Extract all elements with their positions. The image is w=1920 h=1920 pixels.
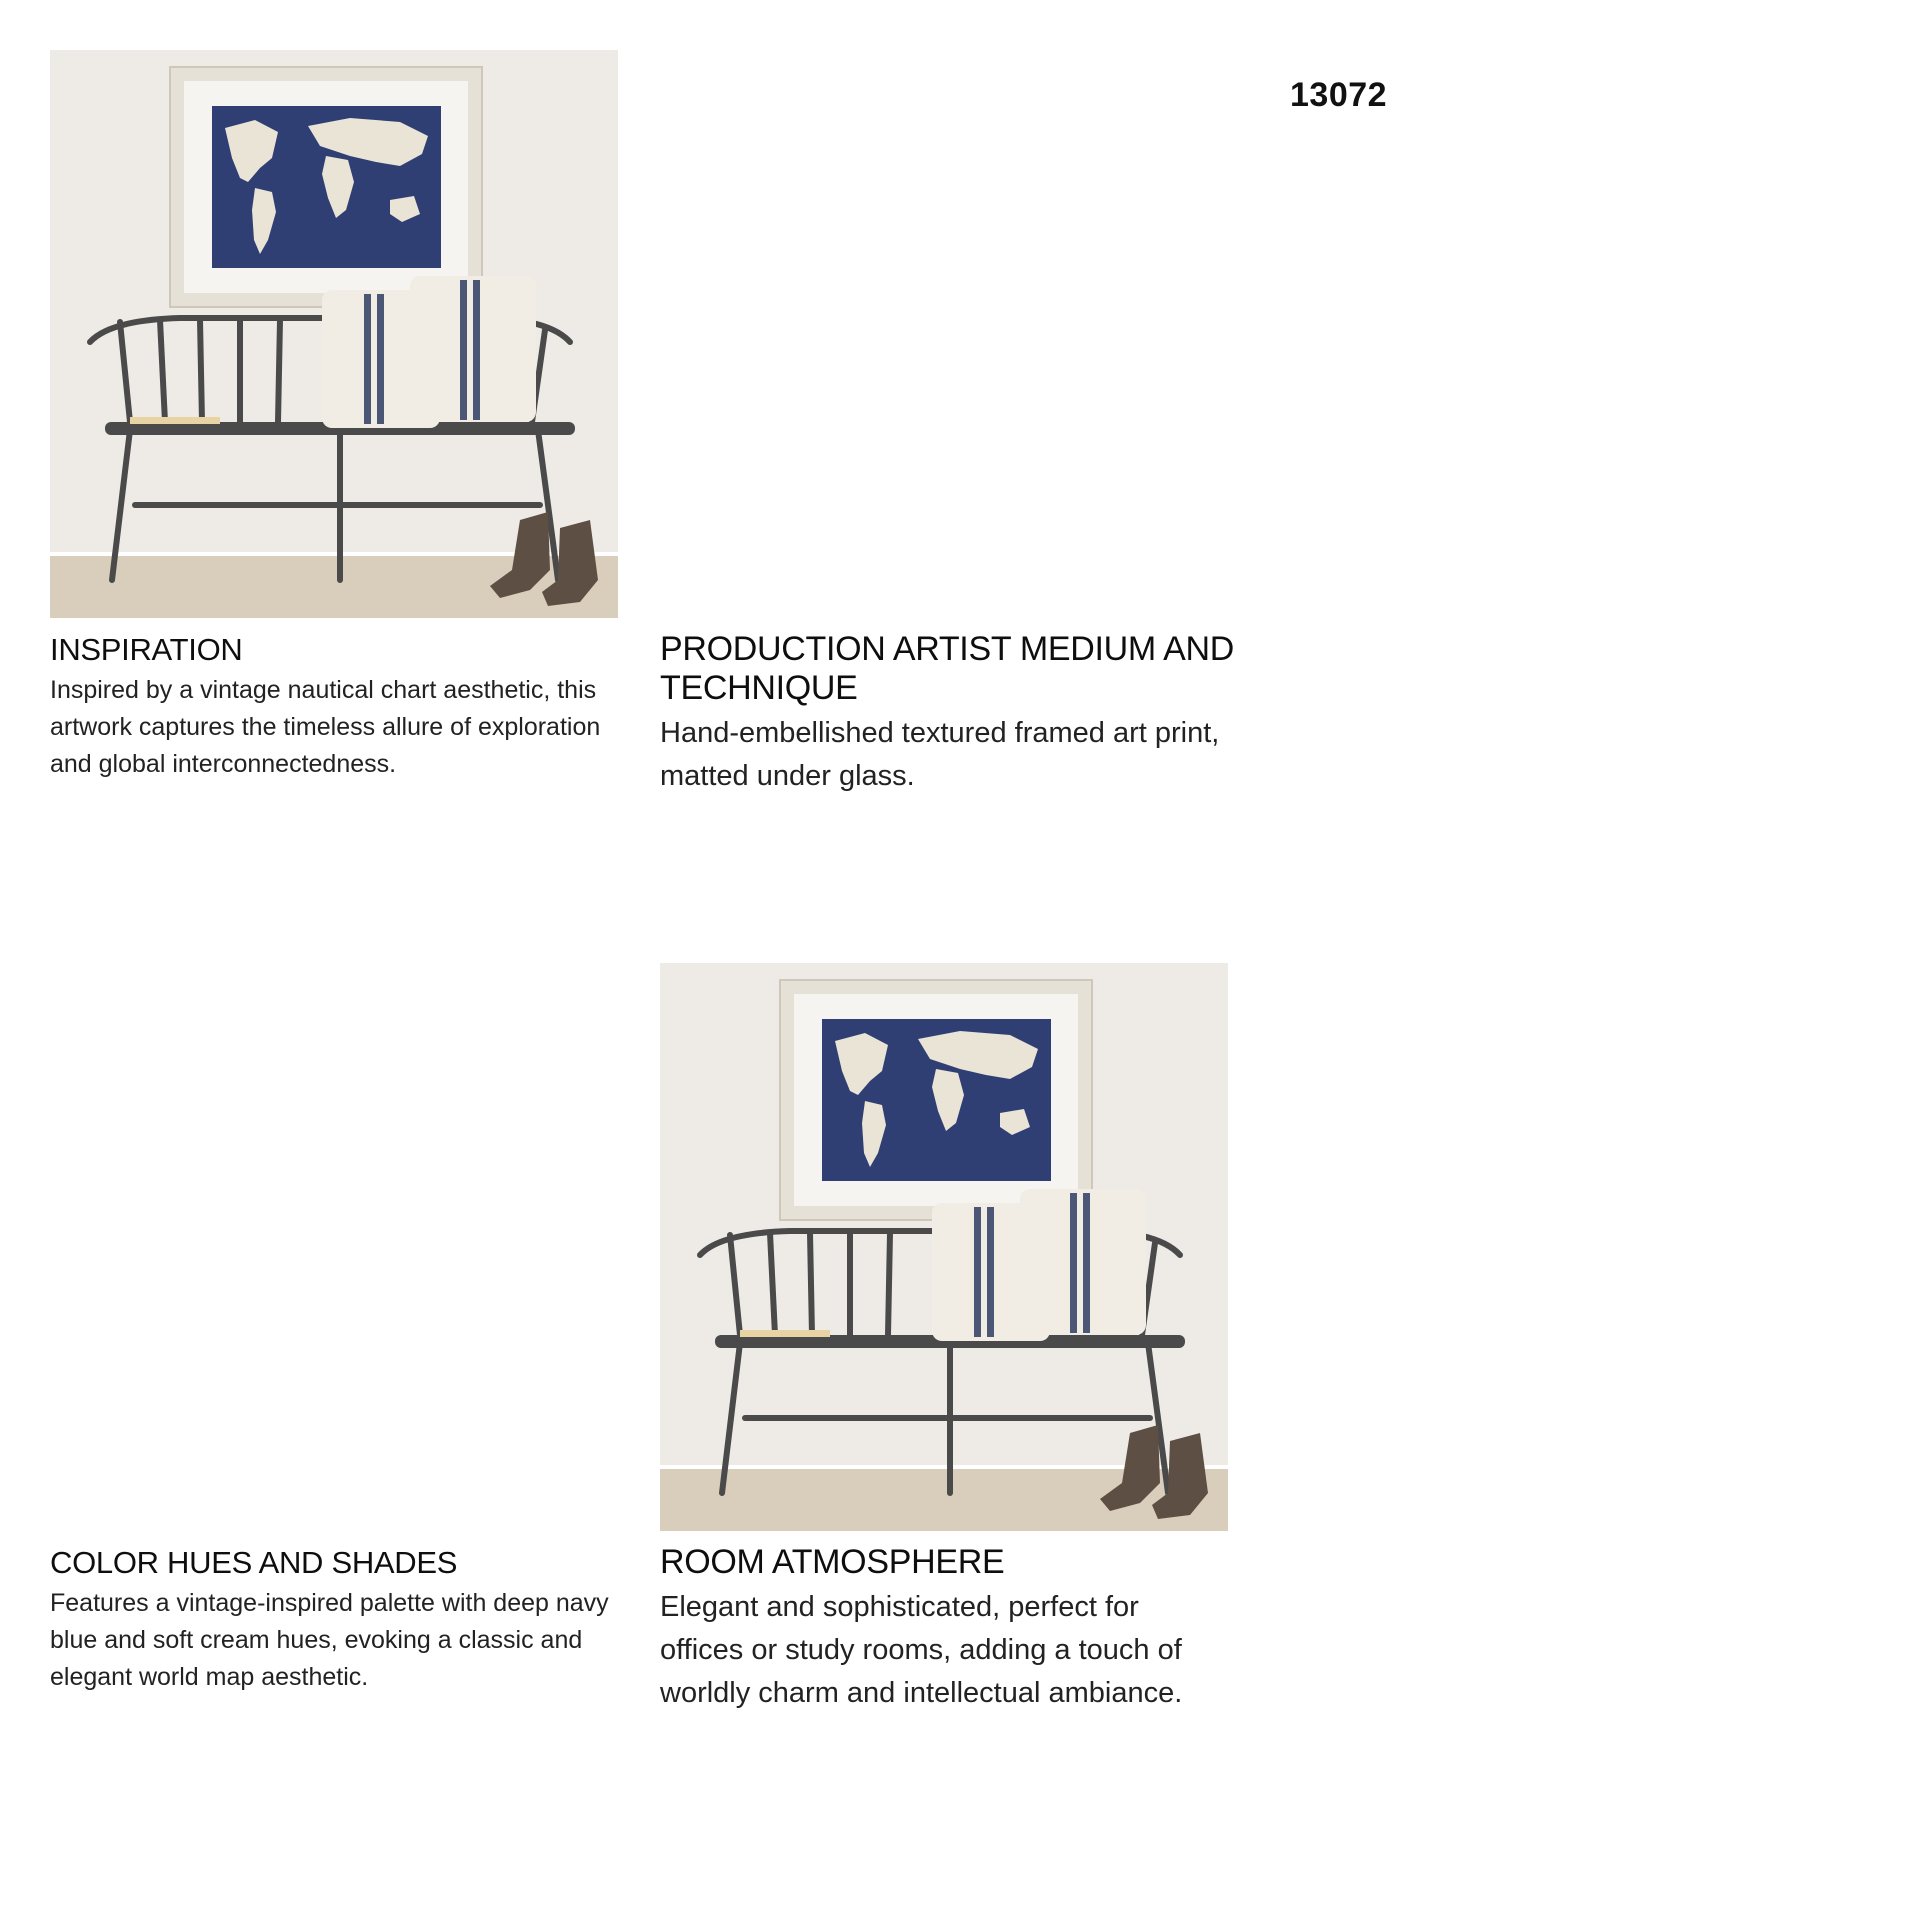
atmosphere-heading: ROOM ATMOSPHERE	[660, 1543, 1005, 1581]
atmosphere-body: Elegant and sophisticated, perfect for offices or study rooms, adding a touch of worldly charm and intellectual ambiance.	[660, 1591, 1183, 1709]
framed-world-map-bench-photo-icon	[660, 963, 1228, 1531]
room-photo-top	[50, 50, 618, 618]
inspiration-heading: INSPIRATION	[50, 632, 243, 667]
framed-world-map-bench-photo-icon	[50, 50, 618, 618]
inspiration-section	[50, 632, 622, 783]
color-section	[50, 1545, 622, 1696]
color-body: Features a vintage-inspired palette with deep navy blue and soft cream hues, evoking a classic and elegant world map aesthetic.	[50, 1589, 609, 1691]
color-heading: COLOR HUES AND SHADES	[50, 1545, 458, 1580]
production-section	[660, 630, 1430, 798]
room-photo-bottom	[660, 963, 1228, 1531]
atmosphere-section	[660, 1543, 1230, 1715]
production-body: Hand-embellished textured framed art print, matted under glass.	[660, 717, 1220, 792]
inspiration-body: Inspired by a vintage nautical chart aesthetic, this artwork captures the timeless allure of exploration and global interconnectedness.	[50, 676, 601, 778]
production-heading: PRODUCTION ARTIST MEDIUM AND TECHNIQUE	[660, 630, 1235, 707]
product-code: 13072	[1290, 76, 1388, 114]
